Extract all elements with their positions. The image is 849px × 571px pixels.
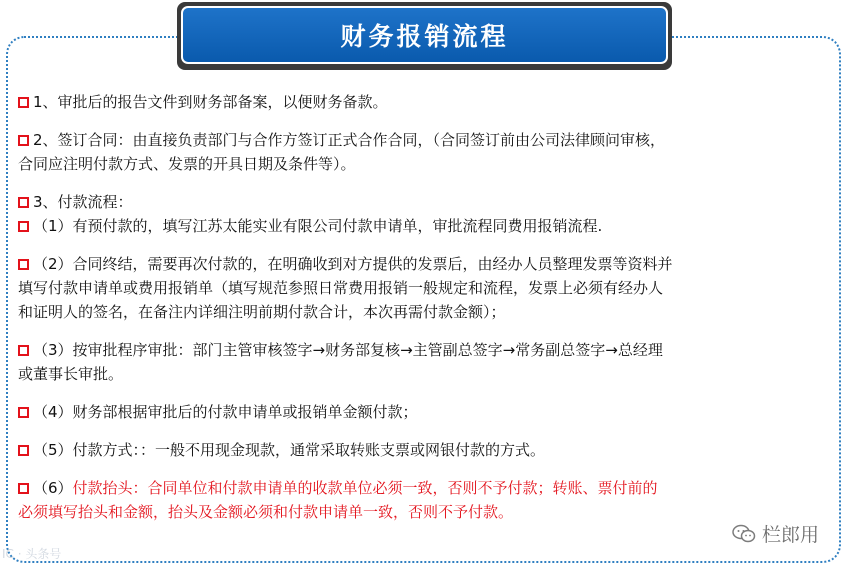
wechat-icon xyxy=(732,524,756,544)
checkbox-icon xyxy=(18,197,29,208)
item-text: （3）按审批程序审批：部门主管审核签字→财务部复核→主管副总签字→常务副总签字→总经理 xyxy=(33,341,663,359)
item-text: 1、审批后的报告文件到财务部备案，以便财务备款。 xyxy=(33,93,388,111)
item-text: 填写付款申请单或费用报销单（填写规范参照日常费用报销一般规定和流程，发票上必须有经办人 xyxy=(18,279,664,297)
list-item xyxy=(18,476,833,524)
item-text: （5）付款方式：：一般不用现金现款，通常采取转账支票或网银付款的方式。 xyxy=(33,441,546,459)
item-text: 或董事长审批。 xyxy=(18,365,124,383)
item-text: 合同应注明付款方式、发票的开具日期及条件等）。 xyxy=(18,155,356,173)
list-item xyxy=(18,90,833,114)
item-text: （4）财务部根据审批后的付款申请单或报销单金额付款； xyxy=(33,403,418,421)
process-list xyxy=(18,90,833,524)
checkbox-icon xyxy=(18,221,29,232)
item-text-red: 付款抬头：合同单位和付款申请单的收款单位必须一致，否则不予付款；转账、票付前的 xyxy=(72,479,658,497)
checkbox-icon xyxy=(18,407,29,418)
list-item xyxy=(18,128,833,176)
item-text: （1）有预付款的，填写江苏太能实业有限公司付款申请单，审批流程同费用报销流程. xyxy=(33,217,603,235)
list-item xyxy=(18,400,833,424)
checkbox-icon xyxy=(18,135,29,146)
checkbox-icon xyxy=(18,445,29,456)
title-banner xyxy=(181,6,668,64)
item-text: 2、签订合同：由直接负责部门与合作方签订正式合作合同，（合同签订前由公司法律顾问审核， xyxy=(33,131,666,149)
watermark-right-text: 栏郎用 xyxy=(762,524,820,546)
list-item xyxy=(18,252,833,324)
item-prefix: （6） xyxy=(33,479,73,497)
item-text: （2）合同终结，需要再次付款的，在明确收到对方提供的发票后，由经办人员整理发票等资料并 xyxy=(33,255,673,273)
item-text: 3、付款流程： xyxy=(33,193,133,211)
watermark-left: IC · 头条号 xyxy=(2,547,62,561)
checkbox-icon xyxy=(18,345,29,356)
list-item xyxy=(18,438,833,462)
item-text: 和证明人的签名，在备注内详细注明前期付款合计，本次再需付款金额）； xyxy=(18,303,506,321)
page-title: 财务报销流程 xyxy=(340,22,509,51)
checkbox-icon xyxy=(18,483,29,494)
list-item xyxy=(18,338,833,386)
list-item xyxy=(18,190,833,238)
checkbox-icon xyxy=(18,97,29,108)
item-text-red: 必须填写抬头和金额，抬头及金额必须和付款申请单一致，否则不予付款。 xyxy=(18,503,514,521)
watermark-right xyxy=(732,520,819,547)
checkbox-icon xyxy=(18,259,29,270)
